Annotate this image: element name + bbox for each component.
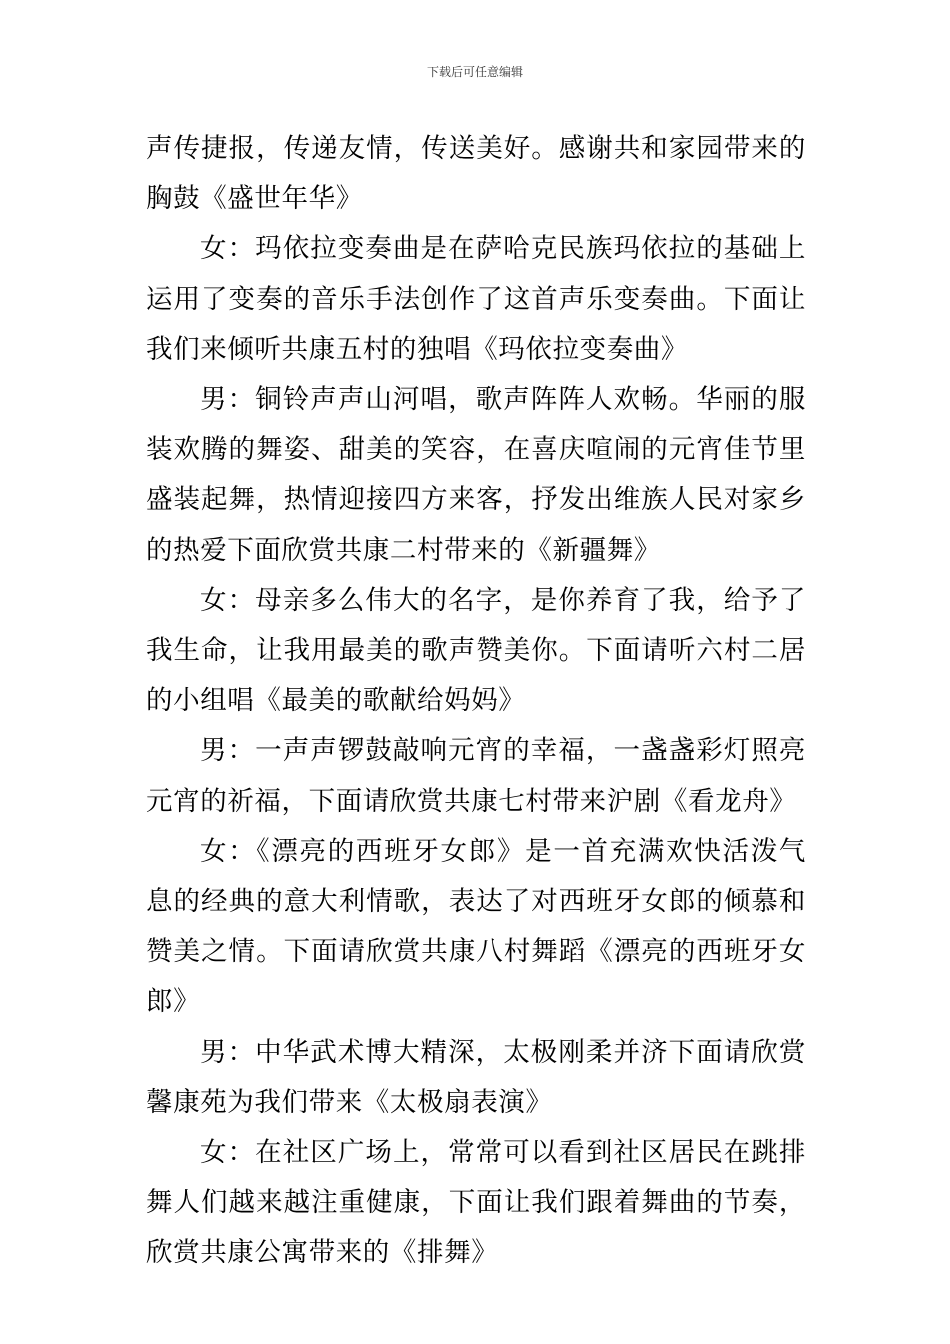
paragraph: 男：铜铃声声山河唱，歌声阵阵人欢畅。华丽的服装欢腾的舞姿、甜美的笑容，在喜庆喧闹的元宵佳节里盛装起舞，热情迎接四方来客，抒发出维族人民对家乡的热爱下面欣赏共康二村带来的《新疆舞》 [146,384,806,566]
page-header: 下载后可任意编辑 [426,65,523,79]
document-body [146,124,806,1279]
paragraph: 女：《漂亮的西班牙女郎》是一首充满欢快活泼气息的经典的意大利情歌，表达了对西班牙女郎的倾慕和赞美之情。下面请欣赏共康八村舞蹈《漂亮的西班牙女郎》 [146,835,806,1018]
paragraph: 声传捷报，传递友情，传送美好。感谢共和家园带来的胸鼓《盛世年华》 [146,133,806,215]
paragraph: 女：在社区广场上，常常可以看到社区居民在跳排舞人们越来越注重健康，下面让我们跟着舞曲的节奏，欣赏共康公寓带来的《排舞》 [146,1137,806,1269]
paragraph: 男：一声声锣鼓敲响元宵的幸福，一盏盏彩灯照亮元宵的祈福，下面请欣赏共康七村带来沪剧《看龙舟》 [146,735,806,817]
paragraph: 女：母亲多么伟大的名字，是你养育了我，给予了我生命，让我用最美的歌声赞美你。下面请听六村二居的小组唱《最美的歌献给妈妈》 [146,584,806,717]
paragraph: 男：中华武术博大精深，太极刚柔并济下面请欣赏馨康苑为我们带来《太极扇表演》 [146,1036,806,1118]
paragraph: 女：玛依拉变奏曲是在萨哈克民族玛依拉的基础上运用了变奏的音乐手法创作了这首声乐变奏曲。下面让我们来倾听共康五村的独唱《玛依拉变奏曲》 [146,233,806,365]
